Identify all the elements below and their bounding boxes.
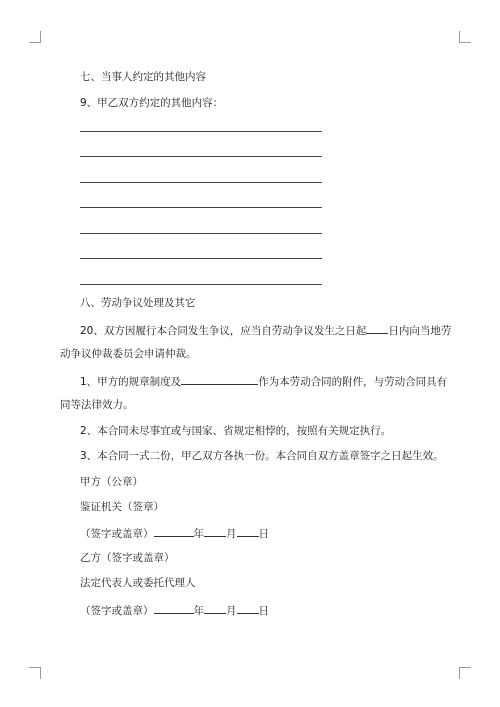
blank-fill-line[interactable] [80,131,322,132]
crop-mark-bottom-right [459,667,471,679]
item-1-text-a: 1、甲方的规章制度及 [80,376,182,388]
year-label: 年 [193,528,204,540]
blank-fill-line[interactable] [80,233,322,234]
party-a-label: 甲方（公章） [80,476,143,488]
year-blank[interactable] [154,525,194,537]
year-label: 年 [193,605,204,617]
day-label: 日 [258,528,269,540]
item-1-line-1 [80,373,447,389]
month-label: 月 [226,528,237,540]
blank-fill-line[interactable] [80,156,322,157]
sign-label: （签字或盖章） [80,605,154,617]
section-8-heading: 八、劳动争议处理及其它 [80,297,196,309]
paragraph-20-line-2: 动争议仲裁委员会申请仲裁。 [60,348,197,360]
day-blank[interactable] [237,525,259,537]
paragraph-20-text-a: 20、双方因履行本合同发生争议，应当自劳动争议发生之日起 [80,325,367,337]
signature-date-row-1 [80,525,269,541]
blank-fill-line[interactable] [80,182,322,183]
year-blank[interactable] [154,602,194,614]
item-1-text-b: 作为本劳动合同的附件，与劳动合同具有 [258,376,448,388]
month-blank[interactable] [204,602,226,614]
signature-date-row-2 [80,602,269,618]
paragraph-20-text-b: 日内向当地劳 [388,325,452,337]
blank-fill-line[interactable] [80,258,322,259]
blank-fill-line[interactable] [80,207,322,208]
attachment-blank[interactable] [181,373,258,385]
item-3-text: 3、本合同一式二份，甲乙双方各执一份。本合同自双方盖章签字之日起生效。 [80,450,444,462]
item-2-text: 2、本合同未尽事宜或与国家、省规定相悖的，按照有关规定执行。 [80,425,392,437]
blank-fill-line[interactable] [80,284,322,285]
section-7-heading: 七、当事人约定的其他内容 [80,71,206,83]
paragraph-20-line-1 [80,322,451,338]
crop-mark-top-left [29,31,41,43]
day-label: 日 [258,605,269,617]
verifier-label: 鉴证机关（签章） [80,501,164,513]
month-label: 月 [226,605,237,617]
crop-mark-top-right [459,31,471,43]
month-blank[interactable] [204,525,226,537]
crop-mark-bottom-left [29,667,41,679]
days-blank[interactable] [366,322,388,334]
item-9-text: 9、甲乙双方约定的其他内容： [80,97,224,109]
party-b-label: 乙方（签字或盖章） [80,552,175,564]
item-1-line-2: 同等法律效力。 [60,399,134,411]
day-blank[interactable] [237,602,259,614]
sign-label: （签字或盖章） [80,528,154,540]
legal-representative-label: 法定代表人或委托代理人 [80,577,196,589]
